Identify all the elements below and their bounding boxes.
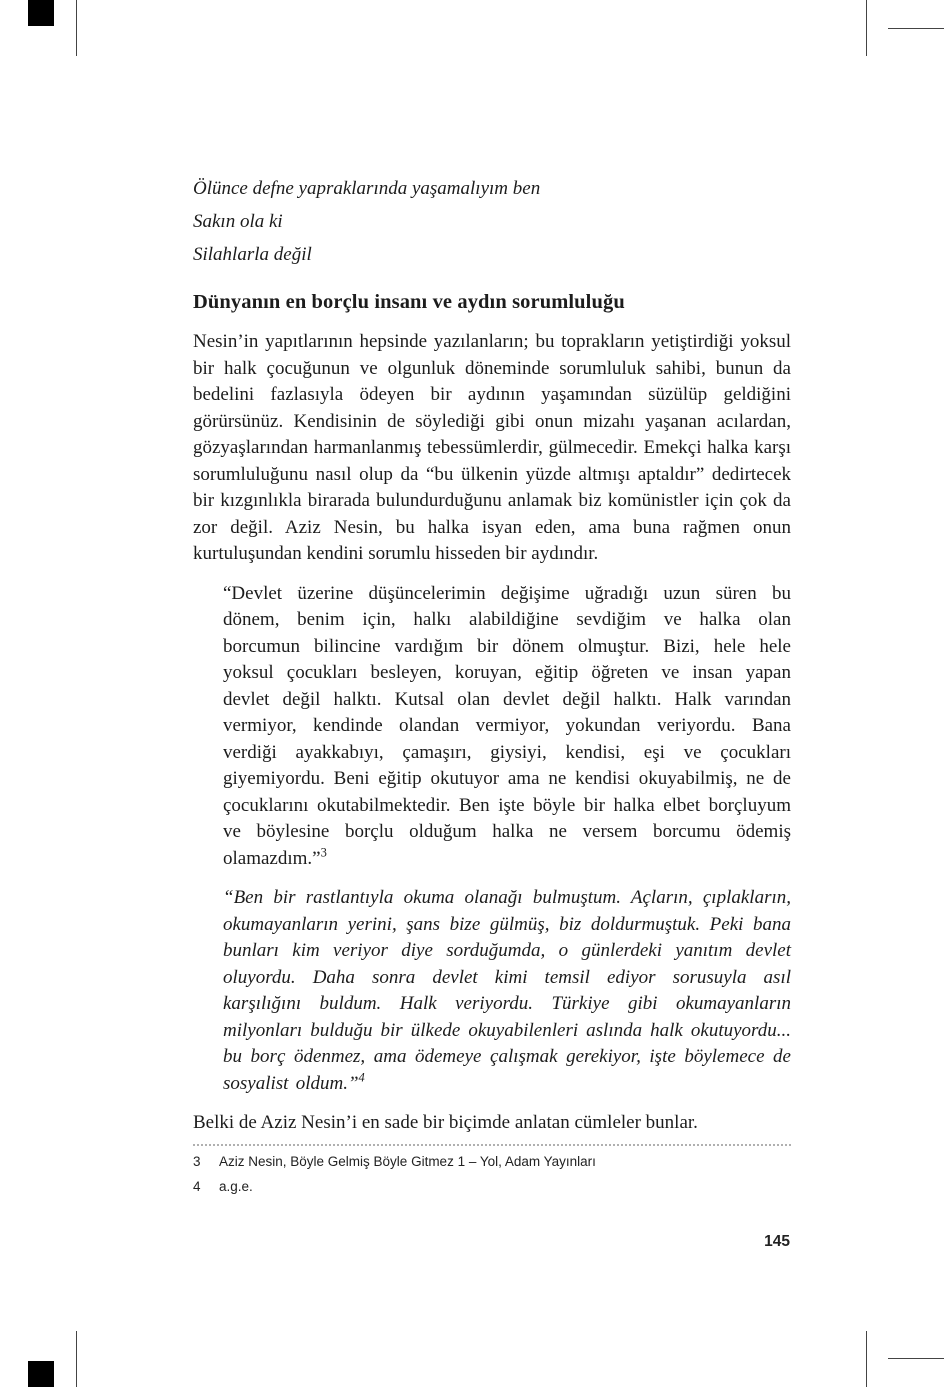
crop-mark-bottom-right-vertical <box>866 1331 867 1387</box>
footnote-number: 4 <box>193 1178 201 1194</box>
epigraph <box>193 172 791 271</box>
footnote-reference-4: 4 <box>358 1070 365 1085</box>
footnote-separator <box>193 1144 791 1146</box>
closing-paragraph: Belki de Aziz Nesin’i en sade bir biçimde anlatan cümleler bunlar. <box>193 1112 698 1133</box>
crop-mark-bottom-left <box>76 1331 77 1387</box>
epigraph-line: Silahlarla değil <box>193 244 312 265</box>
crop-mark-top-right-vertical <box>866 0 867 56</box>
footnote-number: 3 <box>193 1153 201 1169</box>
crop-mark-top-left <box>76 0 77 56</box>
blockquote-2-text: “Ben bir rastlantıyla okuma olanağı bulmuştum. Açların, çıplakların, okumayanların yerini, şans bize gülmüş, biz doldurmuştuk. Peki bana bunları kim veriyor diye sorduğumda, o günlerdeki yanıtım devlet oluyordu. Daha sonra devlet kimi temsil ediyor sorusuyla asıl karşılığını buldum. Halk veriyordu. Türkiye gibi okumayanların milyonları bulduğu bir ülkede okuyabilenleri aslında halk okutuyordu... bu borç ödenmez, ama ödemeye çalışmak gerekiyor, işte böylemece de sosyalist oldum.” <box>223 887 791 1094</box>
footnote-item <box>193 1179 791 1194</box>
page-number: 145 <box>764 1233 790 1250</box>
blockquote-2 <box>223 885 791 1097</box>
crop-mark-bottom-right-horizontal <box>888 1358 944 1359</box>
intro-paragraph: Nesin’in yapıtlarının hepsinde yazılanların; bu toprakların yetiştirdiği yoksul bir halk çocuğunun ve olgunluk döneminde sorumluluk sahibi, bunun da bedelini fazlasıyla ödeyen bir aydının yaşamından süzülüp geldiğini görürsünüz. Kendisinin de söylediği gibi onun mizahı yaşanan acılardan, gözyaşlarından harmanlanmış tebessümlerdir, gülmecedir. Emekçi halka karşı sorumluluğunu nasıl olup da “bu ülkenin yüzde altmışı aptaldır” dedirtecek bir kızgınlıkla birarada bulundurduğunu anlamak biz komünistler için çok da zor değil. Aziz Nesin, bu halka isyan eden, ama buna rağmen onun kurtuluşundan kendini sorumlu hisseden bir aydındır. <box>193 331 791 564</box>
section-heading: Dünyanın en borçlu insanı ve aydın sorumluluğu <box>193 291 625 313</box>
registration-square-bottom-left <box>28 1361 54 1387</box>
footnote-item <box>193 1154 791 1169</box>
footnote-text: Aziz Nesin, Böyle Gelmiş Böyle Gitmez 1 – Yol, Adam Yayınları <box>219 1153 596 1169</box>
footnote-text: a.g.e. <box>219 1178 253 1194</box>
blockquote-1 <box>223 581 791 873</box>
crop-mark-top-right-horizontal <box>888 28 944 29</box>
blockquote-1-text: “Devlet üzerine düşüncelerimin değişime uğradığı uzun süren bu dönem, benim için, halkı alabildiğine sevdiğim ve halka olan borcumun bilincine vardığım bir dönem olmuştur. Bizi, hele hele yoksul çocukları besleyen, koruyan, eğitip öğreten ve insan yapan devlet değil halktı. Kutsal olan devlet değil halktı. Halk varından vermiyor, kendinde olandan vermiyor, yokundan veriyordu. Bana verdiği ayakkabıyı, çamaşırı, giysiyi, kendisi, eşi ve çocukları giyemiyordu. Beni eğitip okutuyor ama ne kendisi okuyabilmiş, ne de çocuklarını okutabilmektedir. Ben işte böyle bir halka elbet borçluyum ve böylesine borçlu olduğum halka ne versem borcumu ödemiş olamazdım.” <box>223 582 791 869</box>
epigraph-line: Sakın ola ki <box>193 211 283 232</box>
epigraph-line: Ölünce defne yapraklarında yaşamalıyım ben <box>193 178 541 199</box>
footnotes <box>193 1154 791 1194</box>
footnote-reference-3: 3 <box>320 845 327 860</box>
text-block <box>193 172 791 1204</box>
registration-square-top-left <box>28 0 54 26</box>
